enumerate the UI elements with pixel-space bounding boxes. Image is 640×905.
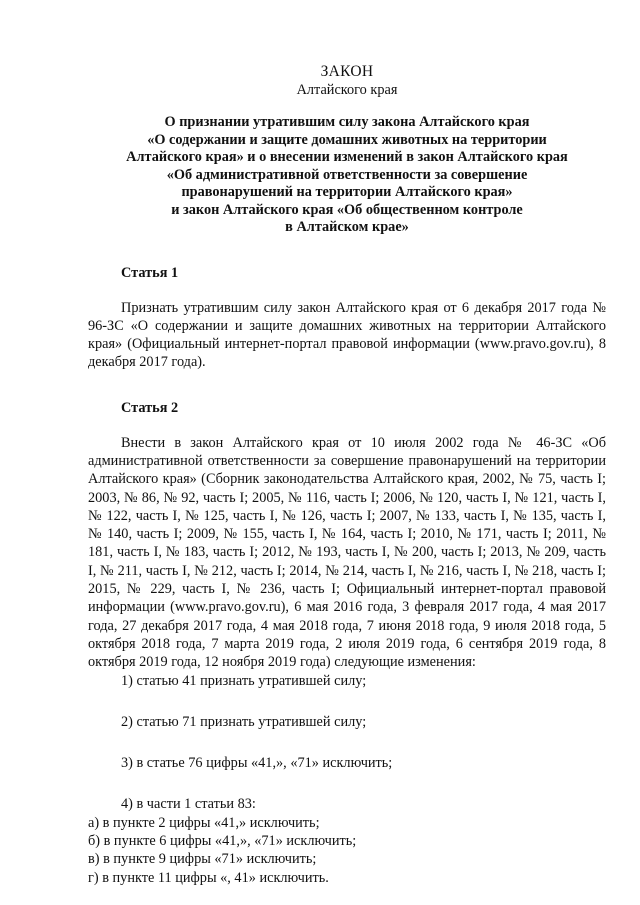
sub-amendments-list	[55, 814, 606, 887]
title-line: и закон Алтайского края «Об общественном контроле	[171, 201, 523, 218]
sub-list-item: б) в пункте 6 цифры «41,», «71» исключить;	[88, 833, 357, 850]
list-item: 3) в статье 76 цифры «41,», «71» исключить;	[121, 755, 393, 772]
article-2-text: Внести в закон Алтайского края от 10 июля 2002 года № 46-ЗС «Об административной ответственности за совершение правонарушений на территории Алтайского края» (Сборник законодательства Алтайского края, 2002, № 75, часть I; 2003, № 86, № 92, часть I; 2005, № 116, часть I; 2006, № 120, часть I, № 121, часть I, № 122, часть I, № 125, часть I, № 126, часть I; 2007, № 133, часть I, № 135, часть I, № 140, часть I; 2009, № 155, часть I, № 164, часть I; 2010, № 171, часть I; 2011, № 181, часть I, № 183, часть I; 2012, № 193, часть I, № 200, часть I; 2013, № 209, часть I, № 211, часть I, № 212, часть I; 2014, № 214, часть I, № 216, часть I, № 218, часть I; 2015, № 229, часть I, № 236, часть I; Официальный интернет-портал правовой информации (www.pravo.gov.ru), 6 мая 2016 года, 3 февраля 2017 года, 4 мая 2017 года, 27 декабря 2017 года, 4 мая 2018 года, 7 июня 2018 года, 9 июля 2018 года, 5 октября 2018 года, 7 марта 2019 года, 2 июля 2019 года, 6 сентября 2019 года, 8 октября 2019 года, 12 ноября 2019 года) следующие изменения:	[88, 434, 606, 671]
article-1-heading: Статья 1	[121, 264, 179, 281]
title-line: «Об административной ответственности за совершение	[166, 166, 528, 183]
document-type: ЗАКОН	[320, 63, 374, 80]
list-item: 4) в части 1 статьи 83:	[121, 796, 256, 813]
title-line: правонарушений на территории Алтайского края»	[181, 184, 513, 200]
sub-list-item: в) в пункте 9 цифры «71» исключить;	[88, 851, 317, 868]
title-line: О признании утратившим силу закона Алтайского края	[164, 114, 530, 130]
title-line: в Алтайском крае»	[285, 219, 409, 235]
title-line: «О содержании и защите домашних животных на территории	[147, 131, 547, 148]
article-2-heading: Статья 2	[121, 399, 179, 416]
title-line: Алтайского края» и о внесении изменений в закон Алтайского края	[126, 149, 568, 165]
law-title	[88, 114, 606, 237]
list-item: 1) статью 41 признать утратившей силу;	[121, 672, 367, 689]
sub-list-item: а) в пункте 2 цифры «41,» исключить;	[88, 814, 320, 831]
sub-list-item: г) в пункте 11 цифры «, 41» исключить.	[88, 869, 329, 886]
list-item: 2) статью 71 признать утратившей силу;	[121, 713, 367, 730]
amendments-list	[121, 672, 606, 814]
region-name: Алтайского края	[296, 82, 398, 98]
article-1-text: Признать утратившим силу закон Алтайского края от 6 декабря 2017 года № 96-ЗС «О содержании и защите домашних животных на территории Алтайского края» (Официальный интернет-портал правовой информации (www.pravo.gov.ru), 8 декабря 2017 года).	[88, 299, 606, 371]
